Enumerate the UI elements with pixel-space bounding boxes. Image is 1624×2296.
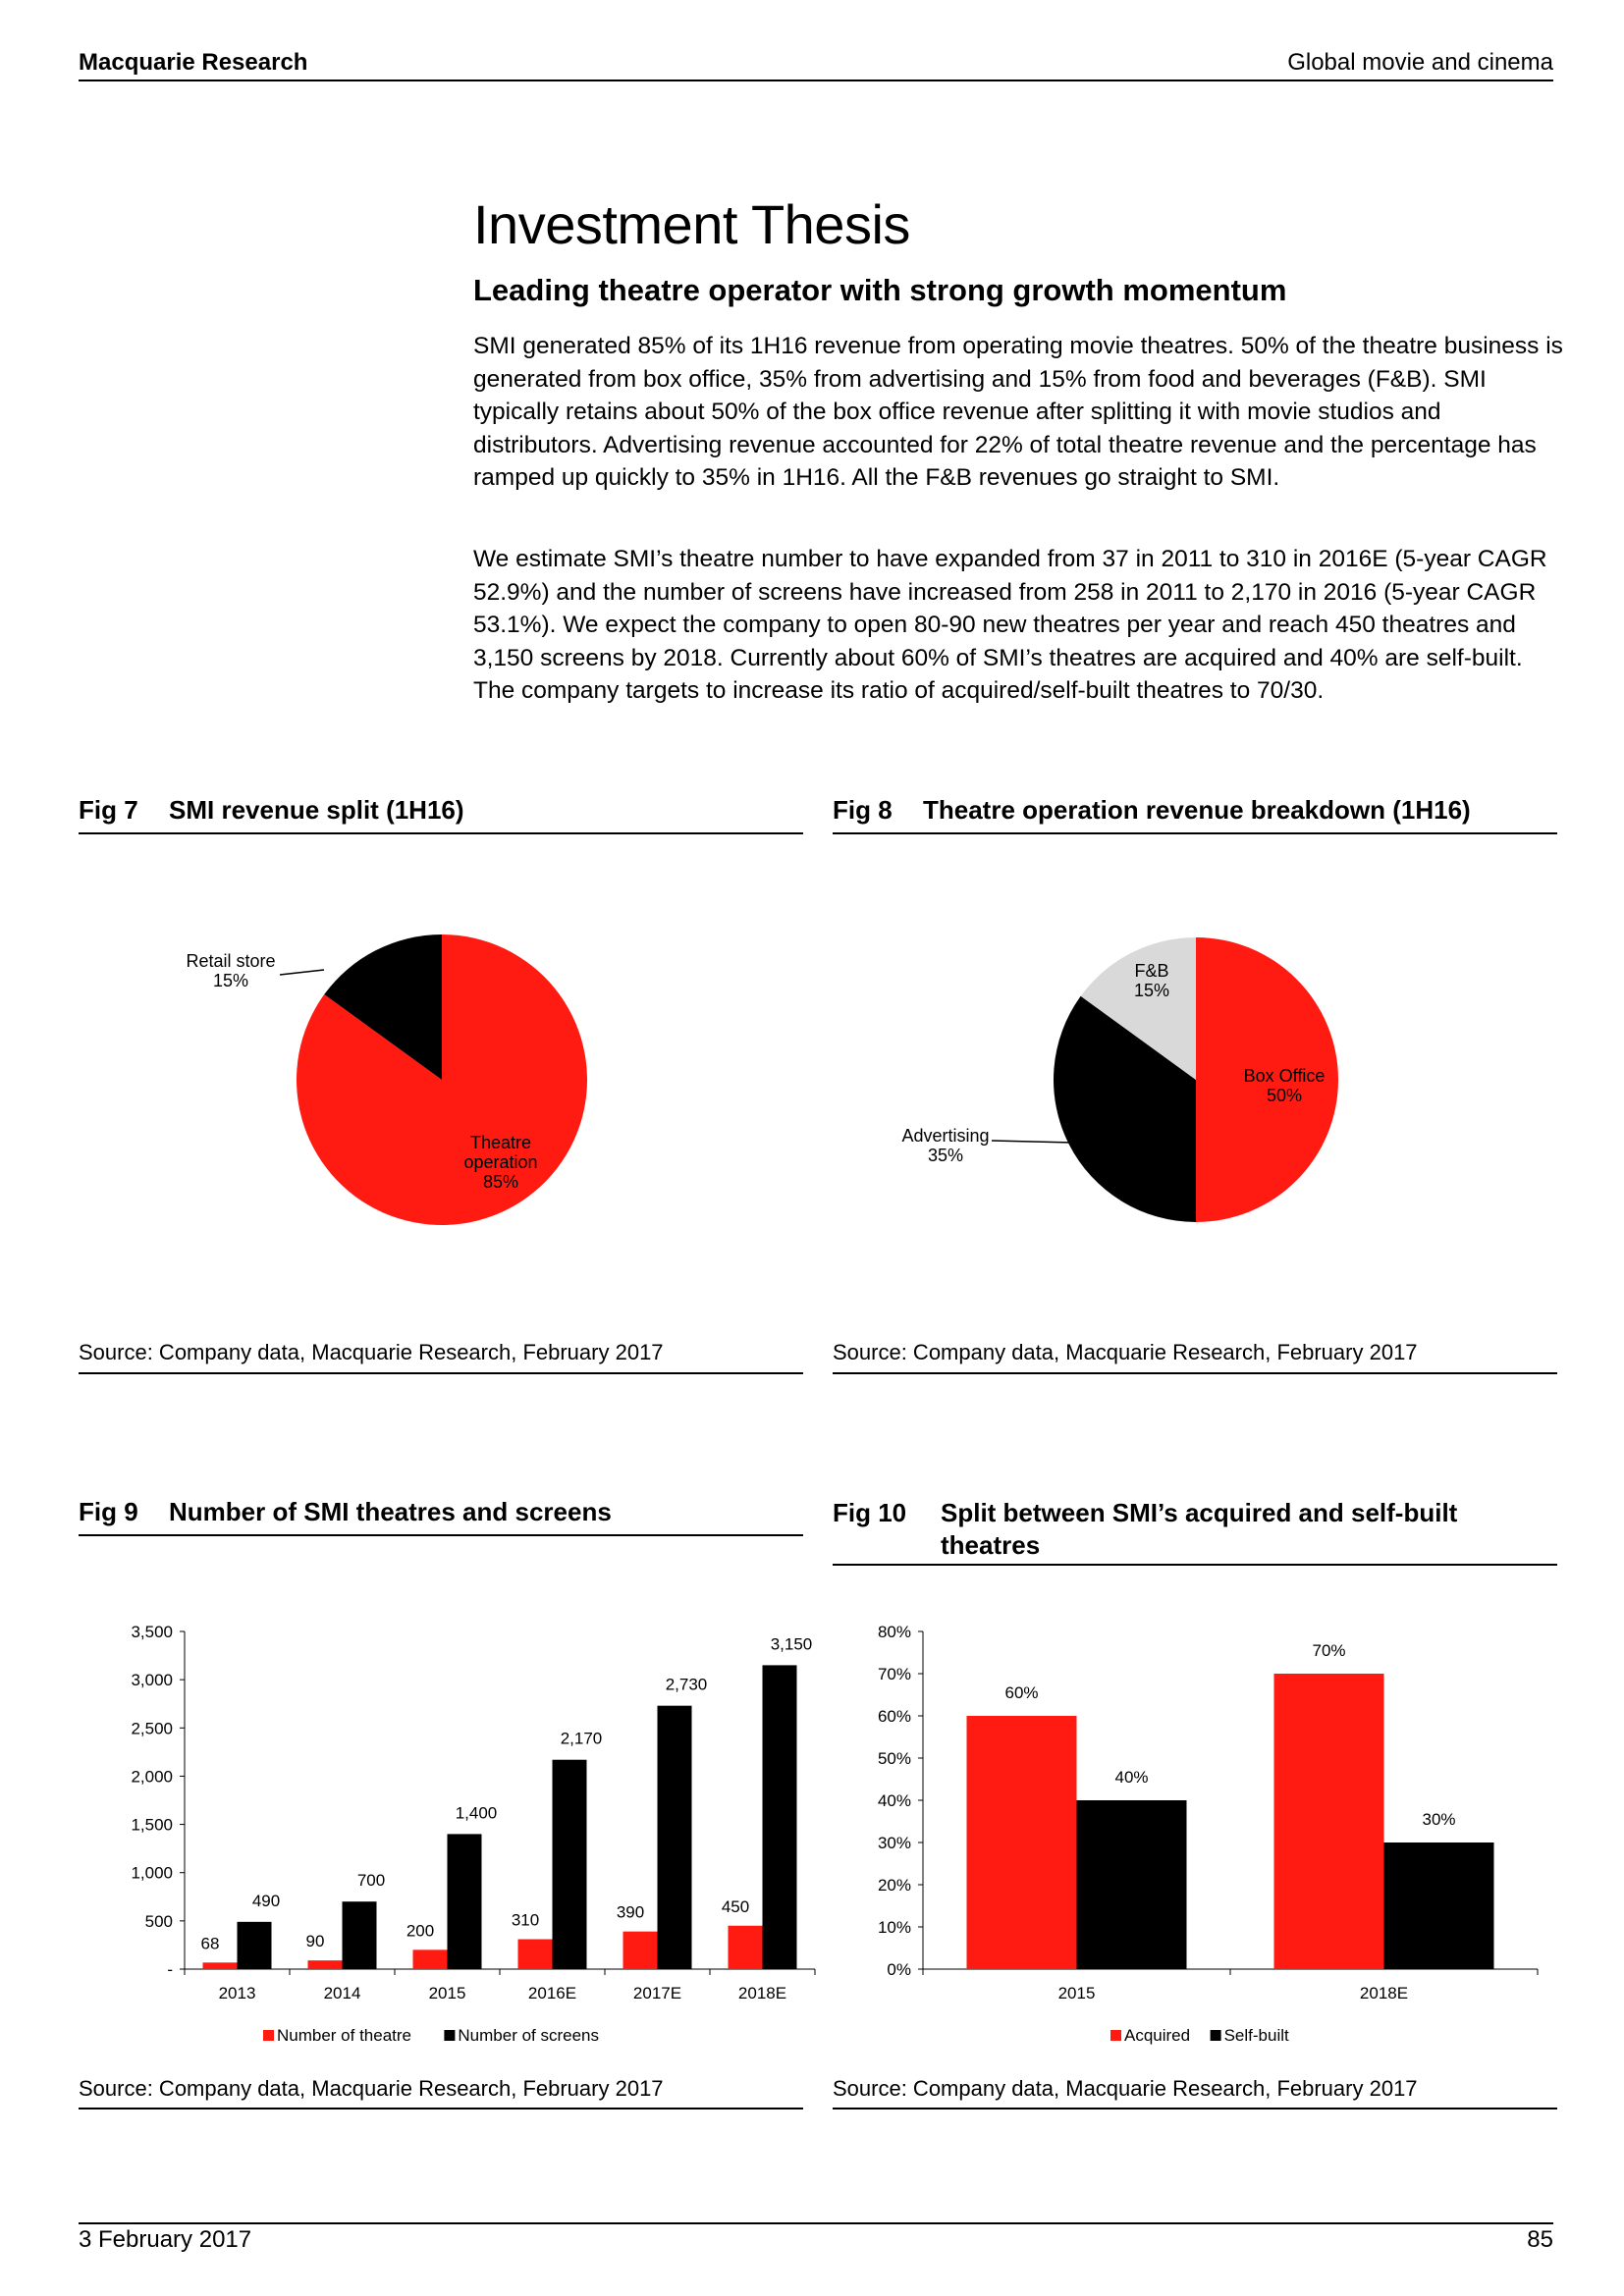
x-tick-label: 2015: [1057, 1984, 1096, 2002]
fig7-bottom-rule: [79, 1372, 803, 1374]
y-tick-label: 40%: [877, 1791, 911, 1810]
fig9-title: [79, 1497, 612, 1527]
fig10-title: [833, 1497, 1457, 1562]
bar-self-built: [1384, 1842, 1494, 1969]
x-tick-label: 2013: [218, 1984, 256, 2002]
y-tick-label: 70%: [877, 1665, 911, 1683]
section-subtitle: Leading theatre operator with strong growth momentum: [473, 273, 1287, 307]
footer-date: 3 February 2017: [79, 2226, 252, 2253]
bar-number-of-screens: [343, 1901, 377, 1969]
fig8-title: [833, 795, 1471, 826]
y-tick-label: 2,000: [131, 1767, 173, 1787]
y-tick-label: 80%: [877, 1623, 911, 1641]
legend-swatch-number-of-screens: [444, 2030, 455, 2041]
data-label-acquired: 60%: [1004, 1683, 1039, 1702]
x-tick-label: 2015: [428, 1984, 466, 2002]
data-label-acquired: 70%: [1312, 1641, 1346, 1660]
fig9-bottom-rule: [79, 2108, 803, 2109]
fig10-bar-chart: [833, 1610, 1557, 2061]
fig10-source: Source: Company data, Macquarie Research, February 2017: [833, 2076, 1418, 2101]
fig7-pie-chart: [79, 854, 803, 1325]
report-topic: Global movie and cinema: [1287, 49, 1553, 76]
data-label-number-of-theatre: 310: [511, 1910, 540, 1930]
bar-number-of-screens: [763, 1665, 797, 1969]
legend-swatch-self-built: [1211, 2030, 1221, 2041]
x-tick-label: 2014: [323, 1984, 361, 2002]
y-tick-label: 20%: [877, 1876, 911, 1895]
y-tick-label: 50%: [877, 1749, 911, 1768]
y-tick-label: 30%: [877, 1834, 911, 1852]
footer-rule: [79, 2222, 1553, 2224]
y-tick-label: -: [167, 1960, 173, 1979]
bar-number-of-theatre: [623, 1932, 658, 1969]
bar-acquired: [1274, 1674, 1384, 1969]
y-tick-label: 1,000: [131, 1863, 173, 1883]
fig10-title-line2: theatres: [941, 1530, 1041, 1560]
legend-label-number-of-screens: Number of screens: [458, 2026, 600, 2045]
x-tick-label: 2017E: [632, 1984, 682, 2002]
y-tick-label: 60%: [877, 1707, 911, 1726]
leader-line-advertising: [992, 1141, 1073, 1143]
bar-number-of-screens: [238, 1922, 272, 1969]
bar-number-of-screens: [658, 1706, 692, 1969]
slice-label-retail-store: Retail store 15%: [186, 951, 276, 990]
fig9-bar-chart: [79, 1610, 813, 2061]
fig10-number: Fig 10: [833, 1498, 907, 1527]
header-rule: [79, 80, 1553, 81]
y-tick-label: 1,500: [131, 1815, 173, 1835]
bar-number-of-screens: [553, 1760, 587, 1969]
y-tick-label: 0%: [887, 1960, 911, 1979]
y-tick-label: 2,500: [131, 1719, 173, 1738]
x-tick-label: 2016E: [527, 1984, 577, 2002]
y-tick-label: 500: [144, 1911, 173, 1931]
bar-number-of-screens: [448, 1834, 482, 1969]
slice-label-theatre-operation: Theatre operation 85%: [463, 1133, 538, 1192]
data-label-number-of-screens: 700: [356, 1871, 386, 1891]
page-number: 85: [1527, 2226, 1553, 2253]
leader-line-retail-store: [280, 970, 324, 975]
fig8-title-text: Theatre operation revenue breakdown (1H16): [923, 795, 1471, 825]
data-label-number-of-screens: 2,170: [560, 1729, 603, 1748]
fig8-number: Fig 8: [833, 795, 893, 825]
slice-label-f-b: F&B 15%: [1133, 961, 1170, 1000]
legend-swatch-acquired: [1110, 2030, 1121, 2041]
bar-number-of-theatre: [518, 1940, 553, 1969]
fig9-top-rule: [79, 1534, 803, 1536]
data-label-number-of-theatre: 68: [200, 1934, 220, 1953]
y-tick-label: 3,000: [131, 1671, 173, 1690]
paragraph-theatres: We estimate SMI’s theatre number to have expanded from 37 in 2011 to 310 in 2016E (5-year CAGR 52.9%) and the number of screens have increased from 258 in 2011 to 2,170 in 2016 (5-year CAGR 53.1%). We expect the company to open 80-90 new theatres per year and reach 450 theatres and 3,150 screens by 2018. Currently about 60% of SMI’s theatres are acquired and 40% are self-built. The company targets to increase its ratio of acquired/self-built theatres to 70/30.: [473, 546, 1547, 704]
fig8-source: Source: Company data, Macquarie Research, February 2017: [833, 1340, 1418, 1364]
fig7-title: [79, 795, 464, 826]
x-tick-label: 2018E: [1359, 1984, 1409, 2002]
bar-acquired: [967, 1716, 1077, 1969]
slice-label-box-office: Box Office 50%: [1243, 1066, 1326, 1105]
fig8-pie-chart: [833, 854, 1557, 1325]
slice-label-advertising: Advertising 35%: [901, 1126, 990, 1165]
fig8-top-rule: [833, 832, 1557, 834]
bar-number-of-theatre: [308, 1960, 343, 1969]
data-label-number-of-screens: 490: [251, 1891, 281, 1910]
y-tick-label: 10%: [877, 1918, 911, 1937]
data-label-self-built: 40%: [1114, 1768, 1149, 1787]
fig10-title-line1: Split between SMI’s acquired and self-built: [941, 1498, 1458, 1527]
section-title: Investment Thesis: [473, 193, 910, 255]
fig7-source: Source: Company data, Macquarie Research, February 2017: [79, 1340, 664, 1364]
bar-number-of-theatre: [729, 1926, 763, 1969]
data-label-number-of-theatre: 200: [406, 1921, 435, 1941]
y-tick-label: 3,500: [131, 1623, 173, 1641]
data-label-self-built: 30%: [1422, 1810, 1456, 1829]
report-brand: Macquarie Research: [79, 49, 308, 76]
fig7-title-text: SMI revenue split (1H16): [169, 795, 464, 825]
data-label-number-of-screens: 2,730: [665, 1675, 708, 1694]
paragraph-revenue: SMI generated 85% of its 1H16 revenue from operating movie theatres. 50% of the theatre business is generated from box office, 35% from advertising and 15% from food and beverages (F&B). SMI typically retains about 50% of the box office revenue after splitting it with movie studios and distributors. Advertising revenue accounted for 22% of total theatre revenue and the percentage has ramped up quickly to 35% in 1H16. All the F&B revenues go straight to SMI.: [473, 333, 1563, 491]
fig7-number: Fig 7: [79, 795, 138, 825]
data-label-number-of-screens: 3,150: [770, 1634, 813, 1654]
fig9-number: Fig 9: [79, 1497, 138, 1526]
fig9-title-text: Number of SMI theatres and screens: [169, 1497, 612, 1526]
fig10-top-rule: [833, 1564, 1557, 1566]
bar-number-of-theatre: [203, 1962, 238, 1969]
fig9-source: Source: Company data, Macquarie Research, February 2017: [79, 2076, 664, 2101]
data-label-number-of-screens: 1,400: [455, 1803, 498, 1823]
data-label-number-of-theatre: 450: [721, 1896, 750, 1916]
bar-number-of-theatre: [413, 1949, 448, 1969]
fig8-bottom-rule: [833, 1372, 1557, 1374]
legend-label-acquired: Acquired: [1124, 2026, 1191, 2045]
legend-swatch-number-of-theatre: [263, 2030, 274, 2041]
bar-self-built: [1077, 1800, 1187, 1969]
data-label-number-of-theatre: 390: [616, 1902, 645, 1922]
data-label-number-of-theatre: 90: [305, 1932, 325, 1951]
fig7-top-rule: [79, 832, 803, 834]
fig10-bottom-rule: [833, 2108, 1557, 2109]
legend-label-number-of-theatre: Number of theatre: [277, 2026, 412, 2045]
legend-label-self-built: Self-built: [1223, 2026, 1289, 2045]
x-tick-label: 2018E: [737, 1984, 787, 2002]
